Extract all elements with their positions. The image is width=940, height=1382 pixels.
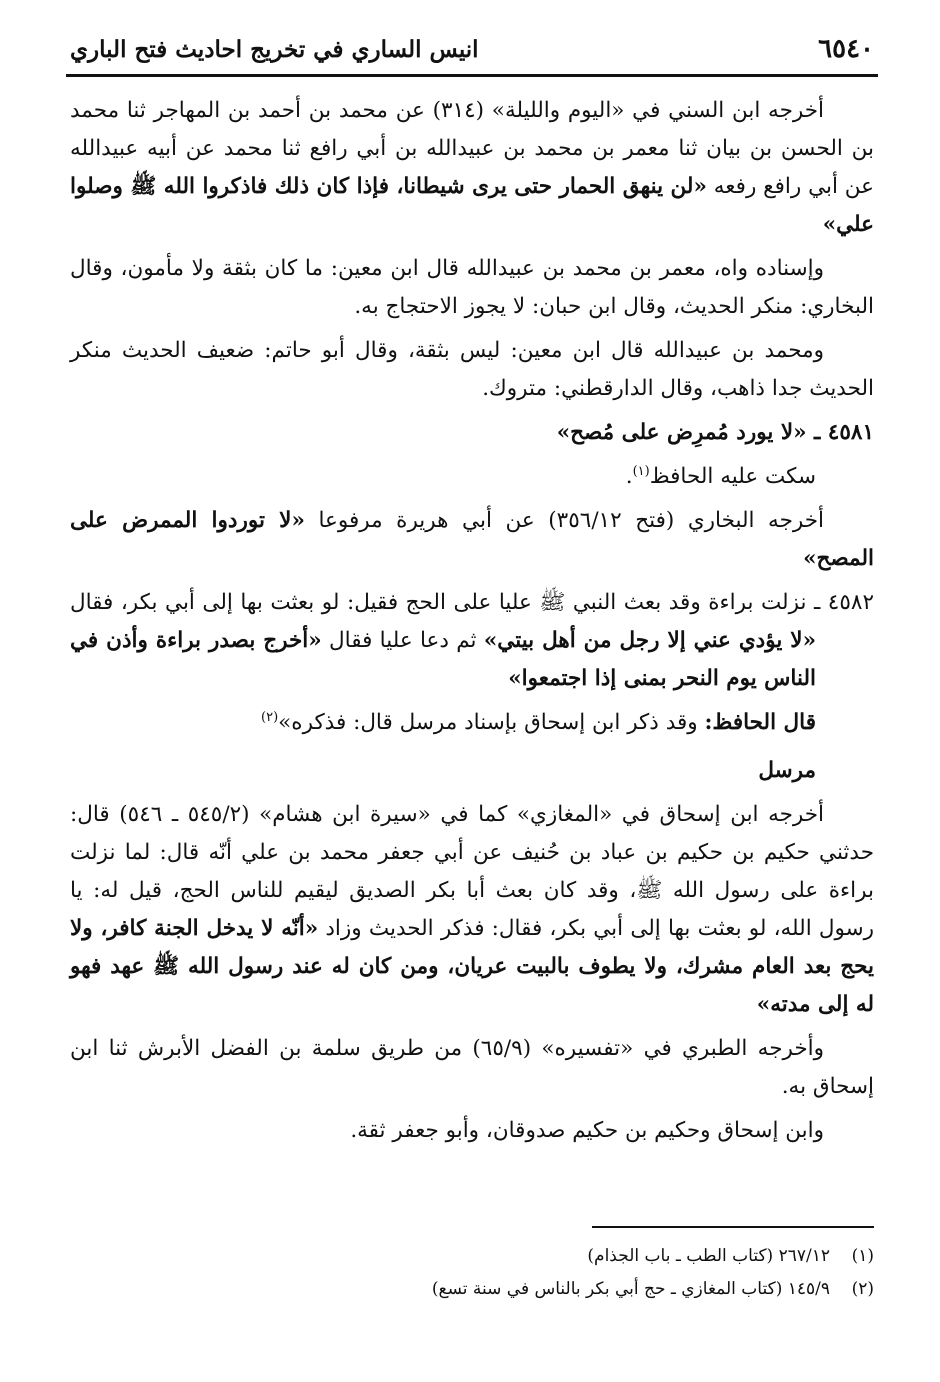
paragraph-takhrij-bukhari — [70, 502, 874, 578]
paragraph-text: وقد ذكر ابن إسحاق بإسناد مرسل قال: فذكره» — [278, 710, 705, 735]
page-body — [70, 92, 874, 1156]
paragraph-text: سكت عليه الحافظ — [649, 464, 816, 489]
hadith-quote: «أنّه لا يدخل الجنة كافر، ولا يحج بعد العام مشرك، ولا يطوف بالبيت عريان، ومن كان له عند رسول الله ﷺ عهد فهو له إلى مدته» — [70, 916, 874, 1017]
page-header — [66, 28, 878, 77]
paragraph-narrator-criticism: ومحمد بن عبيدالله قال ابن معين: ليس بثقة، وقال أبو حاتم: ضعيف الحديث منكر الحديث جدا ذاهب، وقال الدارقطني: متروك. — [70, 338, 874, 401]
paragraph-hafiz-statement — [70, 704, 874, 742]
paragraph-narrator-grading: وابن إسحاق وحكيم بن حكيم صدوقان، وأبو جعفر ثقة. — [350, 1118, 824, 1143]
hadith-quote: «لن ينهق الحمار حتى يرى شيطانا، فإذا كان ذلك فاذكروا الله ﷺ وصلوا علي» — [70, 174, 874, 237]
paragraph-text: أخرجه ابن إسحاق في «المغازي» كما في «سيرة ابن هشام» (٥٤٥/٢ ـ ٥٤٦) قال: حدثني حكيم بن حكيم بن عباد بن حُنيف عن أبي جعفر محمد بن علي أنّه قال: لما نزلت براءة على رسول الله ﷺ، وقد كان بعث أبا بكر الصديق ليقيم للناس الحج، قيل له: يا رسول الله، لو بعثت بها إلى أبي بكر، فقال: فذكر الحديث وزاد — [70, 802, 875, 941]
grading-label: مرسل — [758, 758, 816, 783]
paragraph-isnad-criticism: وإسناده واه، معمر بن محمد بن عبيدالله قال ابن معين: ما كان بثقة ولا مأمون، وقال البخاري: منكر الحديث، وقال ابن حبان: لا يجوز الاحتجاج به. — [70, 256, 874, 319]
footnote-ref-1: (١) — [632, 463, 650, 479]
footnote-text: ١٤٥/٩ (كتاب المغازي ـ حج أبي بكر بالناس في سنة تسع) — [431, 1279, 830, 1299]
paragraph-text: ٤٥٨٢ ـ نزلت براءة وقد بعث النبي ﷺ عليا على الحج فقيل: لو بعثت بها إلى أبي بكر، فقال — [70, 590, 874, 615]
paragraph-takhrij-ibn-sunni — [70, 92, 874, 244]
footnotes — [70, 1240, 874, 1306]
footnote-item — [70, 1273, 874, 1306]
paragraph-text: أخرجه ابن السني في «اليوم والليلة» (٣١٤) عن محمد بن أحمد بن المهاجر ثنا محمد بن الحسن بن بيان ثنا معمر بن محمد بن عبيدالله بن أبي رافع ثنا محمد عن أبيه عبيدالله عن أبي رافع رفعه — [70, 98, 874, 199]
paragraph-hafiz-silent: سكت عليه الحافظ$^{(١)}$. — [625, 463, 816, 489]
footnote-number: (١) — [851, 1246, 874, 1266]
footnote-number: (٢) — [851, 1279, 874, 1299]
footnote-ref-2: (٢) — [261, 709, 279, 725]
hadith-quote: «لا توردوا الممرض على المصح» — [70, 508, 874, 571]
hadith-quote: «أخرج بصدر براءة وأذن في الناس يوم النحر بمنى إذا اجتمعوا» — [70, 628, 816, 691]
paragraph-takhrij-tabari: وأخرجه الطبري في «تفسيره» (٦٥/٩) من طريق سلمة بن الفضل الأبرش ثنا ابن إسحاق به. — [70, 1036, 874, 1099]
hadith-quote: «لا يؤدي عني إلا رجل من أهل بيتي» — [483, 628, 817, 653]
book-title: انيس الساري في تخريج احاديث فتح الباري — [70, 36, 479, 63]
paragraph-text: أخرجه البخاري (فتح ٣٥٦/١٢) عن أبي هريرة مرفوعا — [304, 508, 824, 533]
hafiz-label: قال الحافظ: — [704, 710, 816, 735]
hadith-heading-4581: ٤٥٨١ ـ «لا يورد مُمرِض على مُصح» — [556, 420, 874, 445]
footnote-divider — [592, 1226, 874, 1228]
footnote-text: ٢٦٧/١٢ (كتاب الطب ـ باب الجذام) — [587, 1246, 830, 1266]
hadith-entry-4582 — [70, 584, 874, 698]
page-number: ٦٥٤٠ — [818, 34, 874, 64]
footnote-item — [70, 1240, 874, 1273]
paragraph-takhrij-ibn-ishaq — [70, 796, 874, 1024]
paragraph-text: ثم دعا عليا فقال — [321, 628, 484, 653]
